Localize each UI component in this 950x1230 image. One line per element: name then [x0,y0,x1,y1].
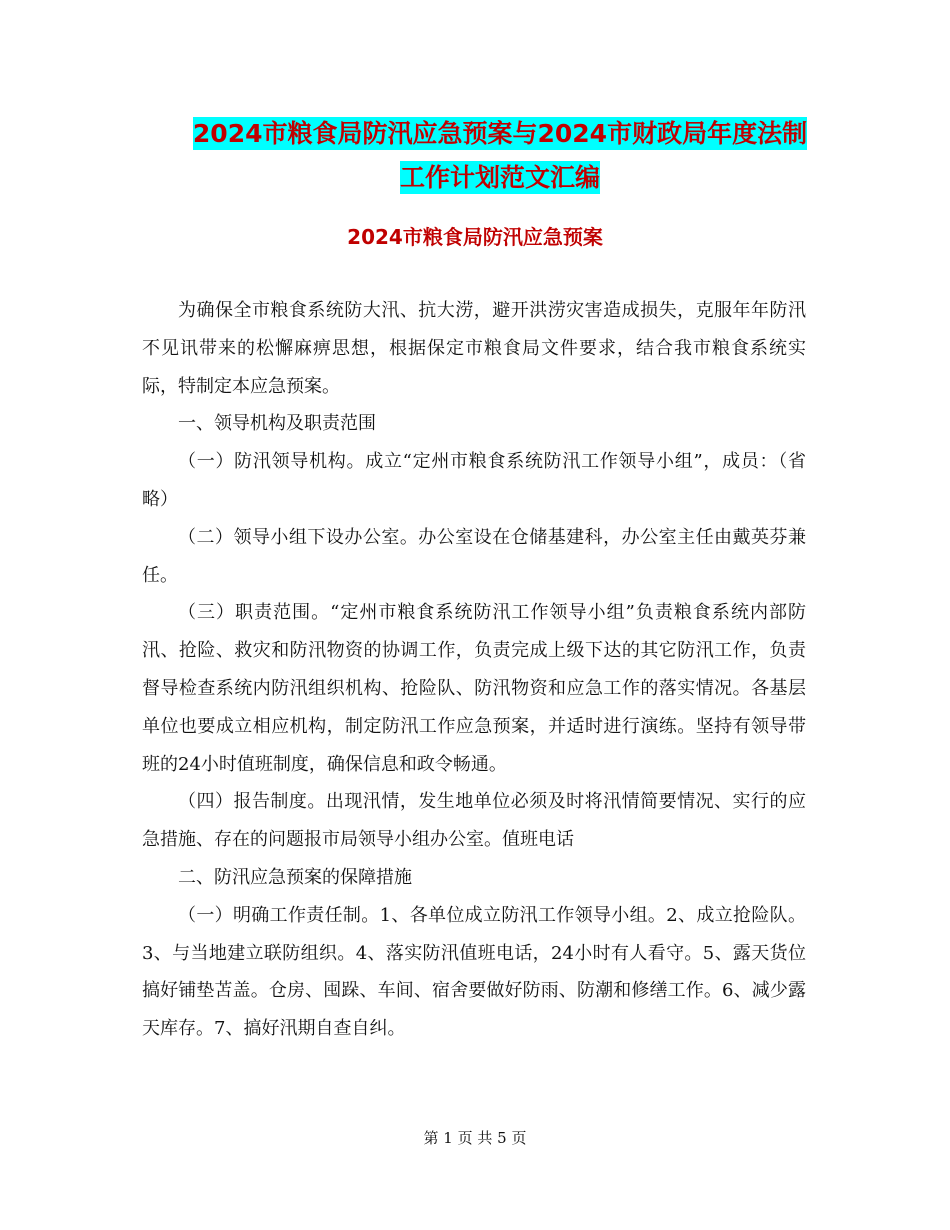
paragraph: 为确保全市粮食系统防大汛、抗大涝，避开洪涝灾害造成损失，克服年年防汛不见讯带来的松懈麻痹思想，根据保定市粮食局文件要求，结合我市粮食系统实际，特制定本应急预案。 [142,300,806,397]
paragraph: （一）防汛领导机构。成立“定州市粮食系统防汛工作领导小组”，成员：（省略） [142,451,806,510]
section-title: 2024市粮食局防汛应急预案 [347,225,603,249]
paragraph: （四）报告制度。出现汛情，发生地单位必须及时将汛情简要情况、实行的应急措施、存在的问题报市局领导小组办公室。值班电话 [142,791,806,851]
document-title [120,112,880,200]
title-line-2: 工作计划范文汇编 [399,163,600,192]
body-text [142,292,806,1048]
paragraph: 一、领导机构及职责范围 [178,413,376,435]
paragraph: （三）职责范围。“定州市粮食系统防汛工作领导小组”负责粮食系统内部防汛、抢险、救灾和防汛物资的协调工作，负责完成上级下达的其它防汛工作，负责督导检查系统内防汛组织机构、抢险队、防汛物资和应急工作的落实情况。各基层单位也要成立相应机构，制定防汛工作应急预案，并适时进行演练。坚持有领导带班的24小时值班制度，确保信息和政令畅通。 [142,602,806,775]
title-line-1: 2024市粮食局防汛应急预案与2024市财政局年度法制 [192,119,808,148]
page-footer: 第 1 页 共 5 页 [423,1129,527,1147]
paragraph: （一）明确工作责任制。1、各单位成立防汛工作领导小组。2、成立抢险队。3、与当地建立联防组织。4、落实防汛值班电话，24小时有人看守。5、露天货位搞好铺垫苫盖。仓房、囤跺、车间、宿舍要做好防雨、防潮和修缮工作。6、减少露天库存。7、搞好汛期自查自纠。 [142,904,806,1040]
paragraph: （二）领导小组下设办公室。办公室设在仓储基建科，办公室主任由戴英芬兼任。 [142,526,806,586]
paragraph: 二、防汛应急预案的保障措施 [178,866,412,888]
